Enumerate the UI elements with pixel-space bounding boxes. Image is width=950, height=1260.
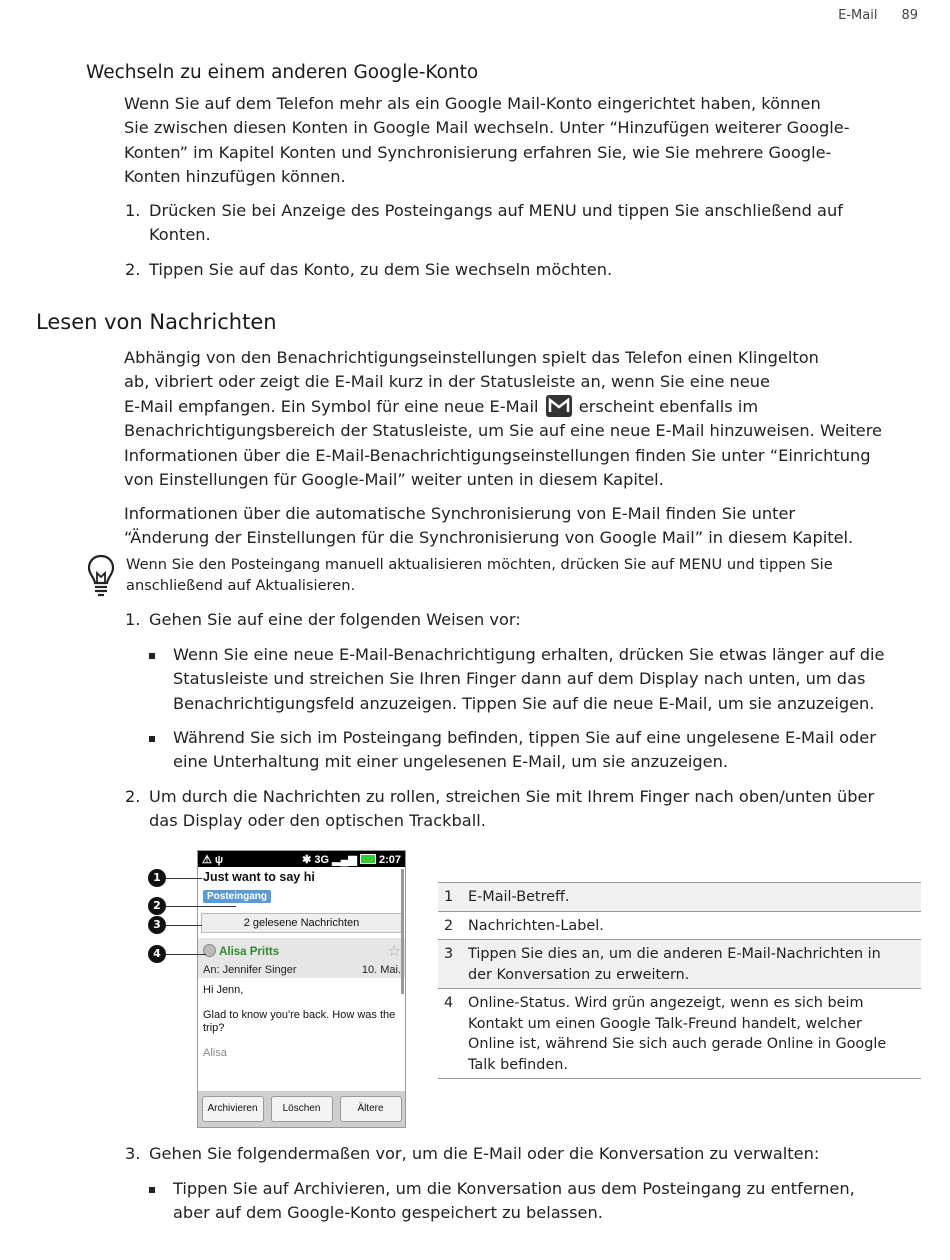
warning-usb-icons: ⚠ ψ (202, 853, 224, 866)
text-line: Konten” im Kapitel Konten und Synchronisierung erfahren Sie, wie Sie mehrere Google- (124, 142, 832, 162)
text-line: Informationen über die E-Mail-Benachrichtigungseinstellungen finden Sie unter “Einrichtung (124, 445, 871, 465)
text-line: von Einstellungen für Google-Mail” weiter unten in diesem Kapitel. (124, 470, 664, 490)
callout-line (166, 878, 202, 879)
status-time: 2:07 (378, 853, 401, 866)
network-type: 3G (314, 853, 330, 866)
text-line: ab, vibriert oder zeigt die E-Mail kurz in der Statusleiste an, wenn Sie eine neue (124, 372, 770, 392)
page-number: 89 (901, 8, 918, 23)
text-line: Drücken Sie bei Anzeige des Posteingangs auf MENU und tippen Sie anschließend auf (149, 201, 843, 220)
text-line: Online ist, während Sie sich auch gerade Online in Google (468, 1036, 887, 1052)
delete-button[interactable]: Löschen (271, 1096, 333, 1122)
tip-text (126, 554, 916, 596)
text-line: Konten hinzufügen können. (124, 167, 346, 187)
bullet-square-icon (149, 653, 155, 659)
older-button[interactable]: Ältere (340, 1096, 402, 1122)
text-part: E-Mail empfangen. Ein Symbol für eine neue E-Mail (124, 396, 539, 416)
table-row (438, 940, 921, 989)
recipient: An: Jennifer Singer (203, 964, 297, 976)
star-icon[interactable]: ☆ (387, 943, 401, 960)
text-line: Während Sie sich im Posteingang befinden, tippen Sie auf eine ungelesene E-Mail oder (173, 728, 876, 747)
body-greeting: Hi Jenn, (203, 984, 244, 996)
text-line: Gehen Sie folgendermaßen vor, um die E-Mail oder die Konversation zu verwalten: (149, 1144, 820, 1163)
read-messages-bar[interactable]: 2 gelesene Nachrichten (201, 913, 402, 933)
reading-paragraph-1 (124, 346, 924, 492)
text-line: Benachrichtigungsbereich der Statusleiste, um Sie auf eine neue E-Mail hinzuweisen. Weitere (124, 421, 883, 441)
text-line: Tippen Sie dies an, um die anderen E-Mail-Nachrichten in (468, 946, 881, 962)
text-line: Konten. (149, 225, 211, 245)
text-line: der Konversation zu erweitern. (468, 966, 690, 983)
step-number: 2. (125, 787, 141, 806)
text-line: “Änderung der Einstellungen für die Synchronisierung von Google Mail” in diesem Kapitel. (124, 528, 854, 548)
text-line: Wenn Sie den Posteingang manuell aktualisieren möchten, drücken Sie auf MENU und tippen Sie (126, 556, 833, 573)
bluetooth-icon: ✱ (302, 853, 312, 866)
legend-text (462, 911, 921, 940)
bullet-item (173, 1177, 923, 1226)
legend-number: 3 (438, 940, 462, 989)
section-name: E-Mail (838, 8, 878, 23)
battery-icon (360, 854, 376, 864)
text-line: Statusleiste und streichen Sie Ihren Finger dann auf dem Display nach unten, um das (173, 669, 866, 689)
heading-switch-account: Wechseln zu einem anderen Google-Konto (86, 62, 479, 83)
text-line: Abhängig von den Benachrichtigungseinstellungen spielt das Telefon einen Klingelton (124, 348, 819, 367)
status-bar (198, 851, 405, 867)
legend-text (462, 989, 921, 1079)
status-right (302, 853, 401, 866)
legend-text (462, 883, 921, 912)
body-signature: Alisa (203, 1047, 227, 1059)
callout-legend-table (438, 882, 921, 1079)
text-line: Online-Status. Wird grün angezeigt, wenn es sich beim (468, 995, 864, 1011)
text-line: Wenn Sie auf dem Telefon mehr als ein Google Mail-Konto eingerichtet haben, können (124, 94, 821, 113)
email-label-chip[interactable]: Posteingang (203, 890, 271, 903)
action-button-row (198, 1091, 405, 1127)
message-body (198, 978, 405, 1066)
text-line: anschließend auf Aktualisieren. (126, 577, 356, 594)
table-row (438, 911, 921, 940)
text-line: Nachrichten-Label. (468, 917, 604, 934)
callout-line (166, 906, 236, 907)
text-line: das Display oder den optischen Trackball. (149, 811, 486, 831)
text-line: Wenn Sie eine neue E-Mail-Benachrichtigung erhalten, drücken Sie etwas länger auf die (173, 645, 885, 664)
body-text: Glad to know you're back. How was the trip? (203, 1009, 396, 1034)
text-line: aber auf dem Google-Konto gespeichert zu belassen. (173, 1203, 603, 1223)
text-line: Tippen Sie auf das Konto, zu dem Sie wechseln möchten. (149, 260, 613, 279)
bullet-item (173, 726, 923, 775)
text-line: Talk befinden. (468, 1056, 568, 1073)
legend-number: 2 (438, 911, 462, 940)
text-line: Kontakt um einen Google Talk-Freund handelt, welcher (468, 1015, 862, 1032)
gmail-notification-icon (546, 395, 572, 417)
text-line-with-icon (124, 395, 924, 419)
reading-paragraph-2 (124, 502, 924, 551)
lightbulb-tip-icon (86, 553, 116, 597)
heading-reading-messages: Lesen von Nachrichten (36, 310, 277, 334)
text-line: Sie zwischen diesen Konten in Google Mail wechseln. Unter “Hinzufügen weiterer Google- (124, 118, 850, 138)
table-row (438, 989, 921, 1079)
legend-text (462, 940, 921, 989)
signal-icon: ▂▄▆ (332, 853, 357, 866)
callout-3: 3 (148, 916, 166, 934)
callout-4: 4 (148, 945, 166, 963)
text-part: erscheint ebenfalls im (578, 396, 759, 416)
step-number: 2. (125, 260, 141, 279)
scrollbar[interactable] (401, 869, 404, 994)
message-date: 10. Mai. (361, 964, 401, 976)
text-line: eine Unterhaltung mit einer ungelesenen E-Mail, um sie anzuzeigen. (173, 752, 729, 772)
step-number: 3. (125, 1144, 141, 1163)
callout-2: 2 (148, 897, 166, 915)
page-header (838, 8, 918, 23)
step-number: 1. (125, 610, 141, 629)
message-header[interactable] (198, 938, 405, 978)
text-line: Benachrichtigungsfeld anzuzeigen. Tippen Sie auf die neue E-Mail, um sie anzuzeigen. (173, 693, 875, 713)
step-number: 1. (125, 201, 141, 220)
archive-button[interactable]: Archivieren (202, 1096, 264, 1122)
text-line: Tippen Sie auf Archivieren, um die Konversation aus dem Posteingang zu entfernen, (173, 1179, 855, 1198)
online-status-icon (203, 944, 216, 957)
legend-number: 4 (438, 989, 462, 1079)
text-line: Gehen Sie auf eine der folgenden Weisen vor: (149, 610, 521, 629)
bullet-square-icon (149, 736, 155, 742)
bullet-item (173, 643, 923, 716)
text-line: E-Mail-Betreff. (468, 889, 570, 905)
callout-line (166, 925, 202, 926)
callout-1: 1 (148, 869, 166, 887)
phone-screenshot (197, 850, 406, 1128)
switch-account-paragraph (124, 92, 924, 190)
sender-name: Alisa Pritts (219, 946, 280, 958)
text-line: Um durch die Nachrichten zu rollen, streichen Sie mit Ihrem Finger nach oben/unten über (149, 787, 875, 806)
text-line: Informationen über die automatische Synchronisierung von E-Mail finden Sie unter (124, 504, 796, 523)
email-subject: Just want to say hi (203, 870, 315, 884)
table-row (438, 883, 921, 912)
callout-line (166, 954, 206, 955)
legend-number: 1 (438, 883, 462, 912)
bullet-square-icon (149, 1187, 155, 1193)
